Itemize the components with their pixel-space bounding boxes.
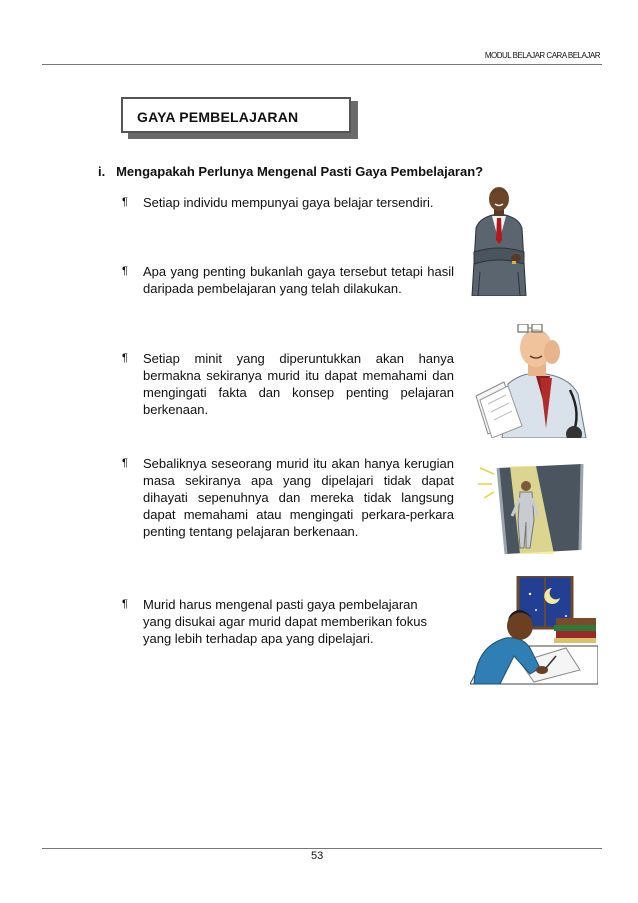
bullet-item <box>122 194 454 211</box>
question-heading <box>98 164 483 179</box>
bullet-text: Apa yang penting bukanlah gaya tersebut tetapi hasil daripada pembelajaran yang telah dilakukan. <box>143 264 454 296</box>
bullet-text: Murid harus mengenal pasti gaya pembelajaran yang disukai agar murid dapat memberikan fokus yang lebih terhadap apa yang dipelajari. <box>143 597 427 646</box>
figure-in-spotlight-clipart <box>476 460 586 554</box>
page-number: 53 <box>311 850 324 862</box>
bullet-text: Sebaliknya seseorang murid itu akan hanya kerugian masa sekiranya apa yang dipelajari tidak dapat dihayati sepenuhnya dan mereka tidak langsung dapat memahami atau mengingati perkara-perkara penting tentang pelajaran berkenaan. <box>143 456 454 539</box>
header-divider <box>42 64 602 65</box>
bullet-item <box>122 350 454 418</box>
bullet-marker: ¶ <box>122 196 128 208</box>
bullet-marker: ¶ <box>122 457 128 469</box>
bullet-marker: ¶ <box>122 265 128 277</box>
bullet-text: Setiap minit yang diperuntukkan akan hanya bermakna sekiranya murid itu dapat memahami dan mengingati fakta dan konsep penting pelajaran berkenaan. <box>143 351 454 417</box>
question-number: i. <box>98 164 106 179</box>
module-header-title: MODUL BELAJAR CARA BELAJAR <box>484 51 600 60</box>
bullet-item <box>122 596 454 647</box>
student-studying-at-desk-clipart <box>470 576 598 688</box>
bullet-text: Setiap individu mempunyai gaya belajar tersendiri. <box>143 195 434 210</box>
bullet-marker: ¶ <box>122 352 128 364</box>
section-title: GAYA PEMBELAJARAN <box>137 109 299 125</box>
footer-divider <box>42 848 602 849</box>
section-title-box <box>121 97 351 133</box>
stressed-man-with-papers-clipart <box>474 324 596 438</box>
businessman-arms-crossed-clipart <box>468 186 530 296</box>
bullet-marker: ¶ <box>122 598 128 610</box>
bullet-item <box>122 263 454 297</box>
question-text: Mengapakah Perlunya Mengenal Pasti Gaya Pembelajaran? <box>116 164 484 179</box>
bullet-item <box>122 455 454 540</box>
